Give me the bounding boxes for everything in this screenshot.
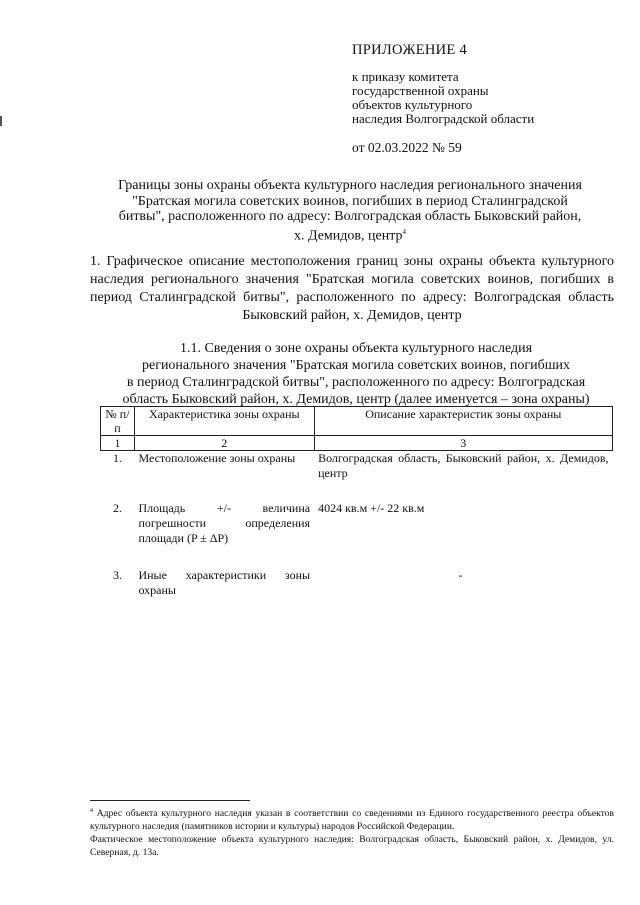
appendix-block — [352, 42, 534, 156]
footnote-reference: 4 — [402, 227, 406, 236]
table-row — [101, 451, 613, 482]
row-number: 1. — [112, 451, 122, 465]
footnote-mark: 4 — [90, 808, 93, 814]
document-heading — [90, 178, 610, 244]
section-1-1-line: в период Сталинградской битвы", расположенного по адресу: Волгоградская — [126, 375, 586, 390]
column-number: 3 — [314, 436, 612, 451]
row-number: 3. — [112, 568, 122, 582]
table-row — [101, 481, 613, 546]
scan-edge-mark — [0, 116, 2, 126]
section-1-1-line: 1.1. Сведения о зоне охраны объекта культурного наследия — [179, 341, 533, 356]
row-description: 4024 кв.м +/- 22 кв.м — [318, 501, 425, 515]
heading-line-text: х. Демидов, центр — [293, 228, 403, 244]
footnote-text: Адрес объекта культурного наследия указан в соответствии со сведениями из Единого государственного реестра объектов культурного наследия (памятников истории и культуры) народов Российской Федерации. — [90, 808, 614, 833]
section-1-paragraph: 1. Графическое описание местоположения границ зоны охраны объекта культурного наследия регионального значения "Братская могила советских воинов, погибших в период Сталинградской битвы", расположенного по адресу: Волгоградская область Быковский район, х. Демидов, центр — [90, 254, 614, 323]
row-description: - — [458, 568, 463, 582]
table-column-number-row — [101, 436, 613, 451]
header-cell-description: Описание характеристик зоны охраны — [314, 407, 612, 436]
footnote-separator — [90, 800, 250, 801]
heading-line: битвы", расположенного по адресу: Волгоградская область Быковский район, — [118, 209, 582, 224]
header-cell-characteristic: Характеристика зоны охраны — [134, 407, 314, 436]
column-number: 1 — [101, 436, 135, 451]
header-cell-number: № п/п — [101, 407, 135, 436]
heading-line: Границы зоны охраны объекта культурного наследия регионального значения — [118, 178, 582, 193]
footnote — [90, 805, 614, 859]
footnote-paragraph: Фактическое местоположение объекта культурного наследия: Волгоградская область, Быковский район, х. Демидов, ул. Северная, д. 13а. — [90, 834, 614, 859]
column-number: 2 — [134, 436, 314, 451]
appendix-line: объектов культурного — [352, 97, 473, 112]
footnote-paragraph — [90, 805, 614, 833]
appendix-title: ПРИЛОЖЕНИЕ 4 — [352, 42, 468, 58]
protection-zone-table — [100, 406, 613, 598]
row-number: 2. — [112, 501, 122, 515]
table-header-row — [101, 407, 613, 436]
section-1-1-heading — [100, 340, 612, 408]
order-date-number: от 02.03.2022 № 59 — [352, 140, 462, 155]
appendix-line: государственной охраны — [352, 83, 489, 98]
heading-line: "Братская могила советских воинов, погибших в период Сталинградской — [132, 193, 568, 209]
row-characteristic: Местоположение зоны охраны — [138, 451, 296, 465]
appendix-order-reference — [352, 70, 534, 126]
section-1-1-line: область Быковский район, х. Демидов, центр (далее именуется – зона охраны) — [122, 392, 590, 407]
row-description: Волгоградская область, Быковский район, х. Демидов, центр — [318, 451, 609, 480]
row-characteristic: Площадь +/- величина погрешности определения площади (P ± ΔP) — [138, 501, 311, 545]
appendix-line: наследия Волгоградской области — [352, 111, 535, 126]
appendix-line: к приказу комитета — [352, 69, 459, 84]
heading-line — [90, 225, 610, 244]
table-row — [101, 546, 613, 598]
row-characteristic: Иные характеристики зоны охраны — [138, 568, 311, 597]
section-1-1-line: регионального значения "Братская могила советских воинов, погибших — [141, 358, 571, 373]
